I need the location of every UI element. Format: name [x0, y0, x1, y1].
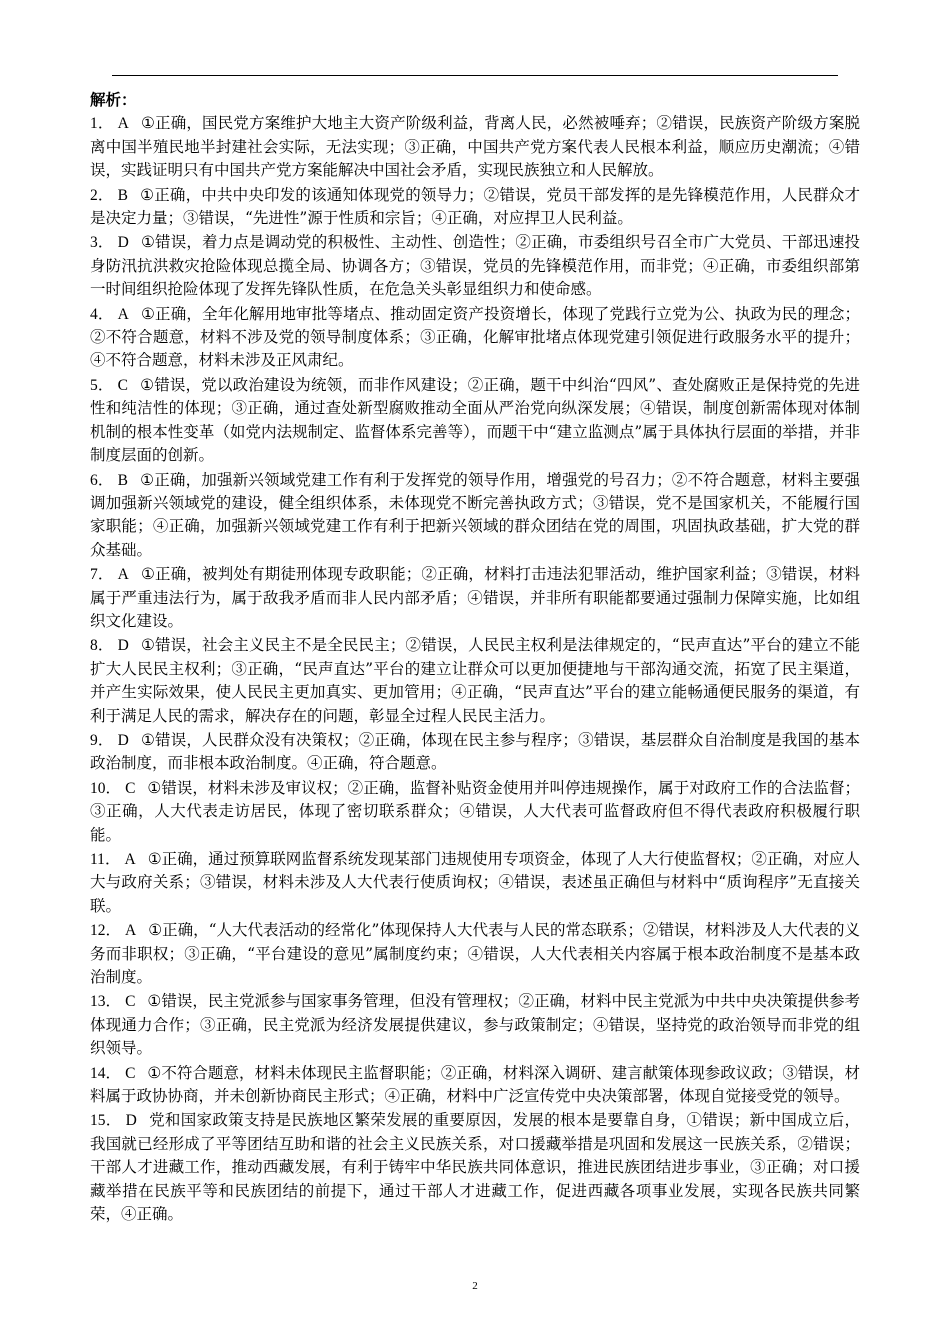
- question-number: 8．: [90, 637, 114, 655]
- explanation-text: ①正确，中共中央印发的该通知体现党的领导力；②错误，党员干部发挥的是先锋模范作用，人民群众才是决定力量；③错误，“先进性”源于性质和宗旨；④正确，对应捍卫人民利益。: [90, 185, 860, 228]
- answer-item-11: [90, 848, 860, 918]
- question-number: 15．: [90, 1112, 122, 1130]
- question-number: 11．: [90, 851, 121, 868]
- answer-item-2: [90, 184, 860, 231]
- answer-letter: A: [117, 566, 129, 584]
- explanation-text: ①错误，民主党派参与国家事务管理，但没有管理权；②正确，材料中民主党派为中共中央决策提供参考体现通力合作；③正确，民主党派为经济发展提供建议，参与政策制定；④错误，坚持党的政治领导而非党的组织领导。: [90, 992, 860, 1058]
- answer-item-1: [90, 112, 860, 182]
- answer-item-12: [90, 919, 860, 989]
- answer-item-13: [90, 990, 860, 1060]
- question-number: 9．: [90, 731, 114, 749]
- answer-letter: C: [125, 1064, 136, 1082]
- answer-letter: C: [117, 376, 128, 394]
- section-heading: 解析：: [90, 90, 137, 109]
- question-number: 4．: [90, 305, 114, 323]
- question-number: 1．: [90, 115, 114, 133]
- page-number: 2: [472, 1280, 478, 1292]
- answer-letter: B: [117, 471, 128, 489]
- answer-letter: A: [125, 922, 137, 940]
- answer-letter: D: [117, 731, 129, 749]
- answer-letter: C: [125, 993, 136, 1011]
- analysis-section: [90, 88, 860, 1228]
- question-number: 14．: [90, 1064, 122, 1082]
- answer-item-6: [90, 469, 860, 563]
- answer-letter: D: [125, 1112, 137, 1130]
- question-number: 6．: [90, 471, 114, 489]
- question-number: 7．: [90, 566, 114, 584]
- explanation-text: 党和国家政策支持是民族地区繁荣发展的重要原因，发展的根本是要靠自身，①错误；新中国成立后，我国就已经形成了平等团结互助和谐的社会主义民族关系，对口援藏举措是巩固和发展这一民族关系，②错误；干部人才进藏工作，推动西藏发展，有利于铸牢中华民族共同体意识，推进民族团结进步事业，③正确；对口援藏举措在民族平等和民族团结的前提下，通过干部人才进藏工作，促进西藏各项事业发展，实现各民族共同繁荣，④正确。: [90, 1111, 860, 1224]
- top-rule: [112, 75, 838, 76]
- answer-letter: D: [117, 637, 129, 655]
- question-number: 2．: [90, 186, 114, 204]
- answer-item-10: [90, 777, 860, 847]
- answer-letter: B: [117, 186, 128, 204]
- answer-letter: D: [117, 234, 129, 252]
- explanation-text: ①错误，人民群众没有决策权；②正确，体现在民主参与程序；③错误，基层群众自治制度是我国的基本政治制度，而非根本政治制度。④正确，符合题意。: [90, 730, 860, 773]
- question-number: 5．: [90, 376, 114, 394]
- explanation-text: ①不符合题意，材料未体现民主监督职能；②正确，材料深入调研、建言献策体现参政议政；③错误，材料属于政协协商，并未创新协商民主形式；④正确，材料中广泛宣传党中央决策部署，体现自觉接受党的领导。: [90, 1063, 860, 1106]
- explanation-text: ①错误，着力点是调动党的积极性、主动性、创造性；②正确，市委组织号召全市广大党员、干部迅速投身防汛抗洪救灾抢险体现总揽全局、协调各方；③错误，党员的先锋模范作用，而非党；④正确，市委组织部第一时间组织抢险体现了发挥先锋队性质，在危急关头彰显组织力和使命感。: [90, 233, 860, 299]
- answer-item-3: [90, 231, 860, 301]
- explanation-text: ①正确，“人大代表活动的经常化”体现保持人大代表与人民的常态联系；②错误，材料涉及人大代表的义务而非职权；③正确，“平台建设的意见”属制度约束；④错误，人大代表相关内容属于根本政治制度不是基本政治制度。: [90, 921, 860, 987]
- explanation-text: ①正确，国民党方案维护大地主大资产阶级利益，背离人民，必然被唾弃；②错误，民族资产阶级方案脱离中国半殖民地半封建社会实际，无法实现；③正确，中国共产党方案代表人民根本利益，顺应历史潮流；④错误，实践证明只有中国共产党方案能解决中国社会矛盾，实现民族独立和人民解放。: [90, 114, 860, 180]
- explanation-text: ①正确，通过预算联网监督系统发现某部门违规使用专项资金，体现了人大行使监督权；②正确，对应人大与政府关系；③错误，材料未涉及人大代表行使质询权；④错误，表述虽正确但与材料中“质询程序”无直接关联。: [90, 850, 860, 915]
- explanation-text: ①正确，被判处有期徒刑体现专政职能；②正确，材料打击违法犯罪活动，维护国家利益；③错误，材料属于严重违法行为，属于敌我矛盾而非人民内部矛盾；④错误，并非所有职能都要通过强制力保障实施，比如组织文化建设。: [90, 565, 860, 630]
- question-number: 13．: [90, 993, 122, 1011]
- answer-item-15: [90, 1109, 860, 1226]
- question-number: 10．: [90, 779, 122, 797]
- answer-letter: A: [124, 851, 136, 868]
- question-number: 12．: [90, 922, 122, 940]
- explanation-text: ①正确，加强新兴领域党建工作有利于发挥党的领导作用，增强党的号召力；②不符合题意，材料主要强调加强新兴领域党的建设，健全组织体系，未体现党不断完善执政方式；③错误，党不是国家机关，不能履行国家职能；④正确，加强新兴领域党建工作有利于把新兴领域的群众团结在党的周围，巩固执政基础，扩大党的群众基础。: [90, 470, 860, 559]
- answer-item-5: [90, 374, 860, 468]
- answer-letter: C: [125, 779, 136, 797]
- answer-item-8: [90, 634, 860, 728]
- answer-item-9: [90, 729, 860, 776]
- answer-list: [90, 112, 860, 1226]
- explanation-text: ①正确，全年化解用地审批等堵点、推动固定资产投资增长，体现了党践行立党为公、执政为民的理念；②不符合题意，材料不涉及党的领导制度体系；③正确，化解审批堵点体现党建引领促进行政服务水平的提升；④不符合题意，材料未涉及正风肃纪。: [90, 304, 860, 370]
- answer-item-7: [90, 563, 860, 633]
- answer-item-14: [90, 1062, 860, 1109]
- question-number: 3．: [90, 234, 114, 252]
- answer-letter: A: [117, 305, 129, 323]
- explanation-text: ①错误，社会主义民主不是全民民主；②错误，人民民主权利是法律规定的，“民声直达”平台的建立不能扩大人民民主权利；③正确，“民声直达”平台的建立让群众可以更加便捷地与干部沟通交流，拓宽了民主渠道，并产生实际效果，使人民民主更加真实、更加管用；④正确，“民声直达”平台的建立能畅通便民服务的渠道，有利于满足人民的需求，解决存在的问题，彰显全过程人民民主活力。: [90, 636, 860, 725]
- explanation-text: ①错误，材料未涉及审议权；②正确，监督补贴资金使用并叫停违规操作，属于对政府工作的合法监督；③正确，人大代表走访居民，体现了密切联系群众；④错误，人大代表可监督政府但不得代表政府积极履行职能。: [90, 778, 860, 844]
- answer-letter: A: [117, 115, 129, 133]
- explanation-text: ①错误，党以政治建设为统领，而非作风建设；②正确，题干中纠治“四风”、查处腐败正是保持党的先进性和纯洁性的体现；③正确，通过查处新型腐败推动全面从严治党向纵深发展；④错误，制度创新需体现对体制机制的根本性变革（如党内法规制定、监督体系完善等），而题干中“建立监测点”属于具体执行层面的举措，并非制度层面的创新。: [90, 375, 860, 465]
- answer-item-4: [90, 303, 860, 373]
